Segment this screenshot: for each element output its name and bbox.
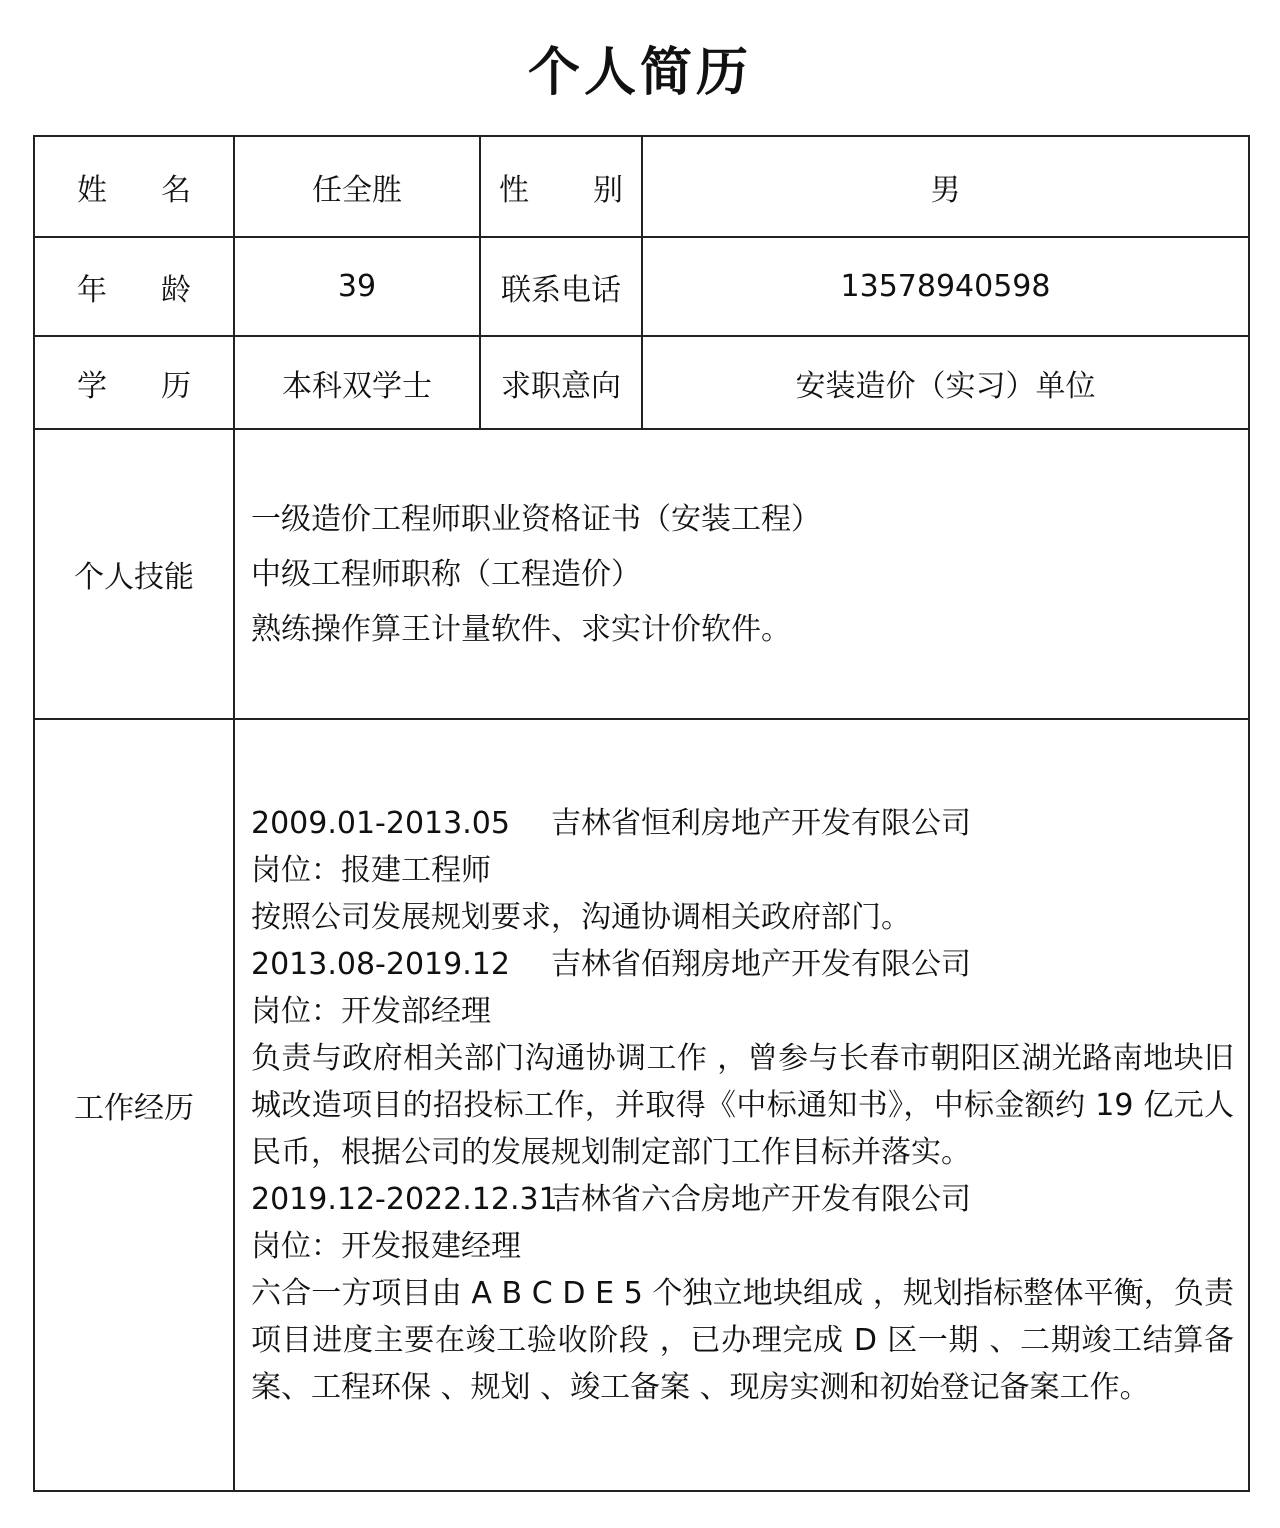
skills-label: 个人技能	[34, 429, 234, 719]
skill-item: 中级工程师职称（工程造价）	[251, 556, 641, 592]
work-period: 2013.08-2019.12	[251, 946, 510, 982]
work-period: 2019.12-2022.12.31	[251, 1181, 558, 1217]
row-work	[34, 719, 1249, 1491]
work-period: 2009.01-2013.05	[251, 805, 510, 841]
phone-value: 13578940598	[642, 237, 1249, 336]
name-label: 姓名	[34, 136, 234, 237]
work-company: 吉林省恒利房地产开发有限公司	[551, 805, 971, 841]
education-label: 学历	[34, 336, 234, 429]
education-value: 本科双学士	[234, 336, 480, 429]
work-header	[251, 941, 1234, 988]
phone-label: 联系电话	[480, 237, 642, 336]
work-position: 岗位：开发报建经理	[251, 1228, 521, 1264]
row-skills	[34, 429, 1249, 719]
row-education-intent	[34, 336, 1249, 429]
work-header	[251, 1176, 1234, 1223]
age-value: 39	[234, 237, 480, 336]
work-position: 岗位：报建工程师	[251, 852, 491, 888]
name-value: 任全胜	[234, 136, 480, 237]
work-entry	[251, 941, 1234, 1176]
gender-label: 性别	[480, 136, 642, 237]
work-description: 六合一方项目由 A B C D E 5 个独立地块组成 ，规划指标整体平衡，负责项目进度主要在竣工验收阶段 ，已办理完成 D 区一期 、二期竣工结算备案、工程环保 、规划 、竣工备案 、现房实测和初始登记备案工作。	[251, 1275, 1234, 1405]
work-entry	[251, 800, 1234, 941]
work-entry	[251, 1176, 1234, 1411]
skill-item: 一级造价工程师职业资格证书（安装工程）	[251, 501, 821, 537]
skills-cell	[234, 429, 1249, 719]
work-cell	[234, 719, 1249, 1491]
age-label: 年龄	[34, 237, 234, 336]
work-label: 工作经历	[34, 719, 234, 1491]
work-description: 负责与政府相关部门沟通协调工作 ，曾参与长春市朝阳区湖光路南地块旧城改造项目的招投标工作，并取得《中标通知书》，中标金额约 19 亿元人民币，根据公司的发展规划制定部门工作目标并落实。	[251, 1040, 1234, 1170]
work-position: 岗位：开发部经理	[251, 993, 491, 1029]
skill-item: 熟练操作算王计量软件、求实计价软件。	[251, 611, 791, 647]
gender-value: 男	[642, 136, 1249, 237]
row-name-gender	[34, 136, 1249, 237]
work-company: 吉林省六合房地产开发有限公司	[551, 1181, 971, 1217]
page-title: 个人简历	[527, 43, 752, 103]
work-description: 按照公司发展规划要求，沟通协调相关政府部门。	[251, 899, 911, 935]
work-header	[251, 800, 1234, 847]
intent-value: 安装造价（实习）单位	[642, 336, 1249, 429]
intent-label: 求职意向	[480, 336, 642, 429]
row-age-phone	[34, 237, 1249, 336]
work-company: 吉林省佰翔房地产开发有限公司	[551, 946, 971, 982]
resume-table	[33, 135, 1250, 1492]
